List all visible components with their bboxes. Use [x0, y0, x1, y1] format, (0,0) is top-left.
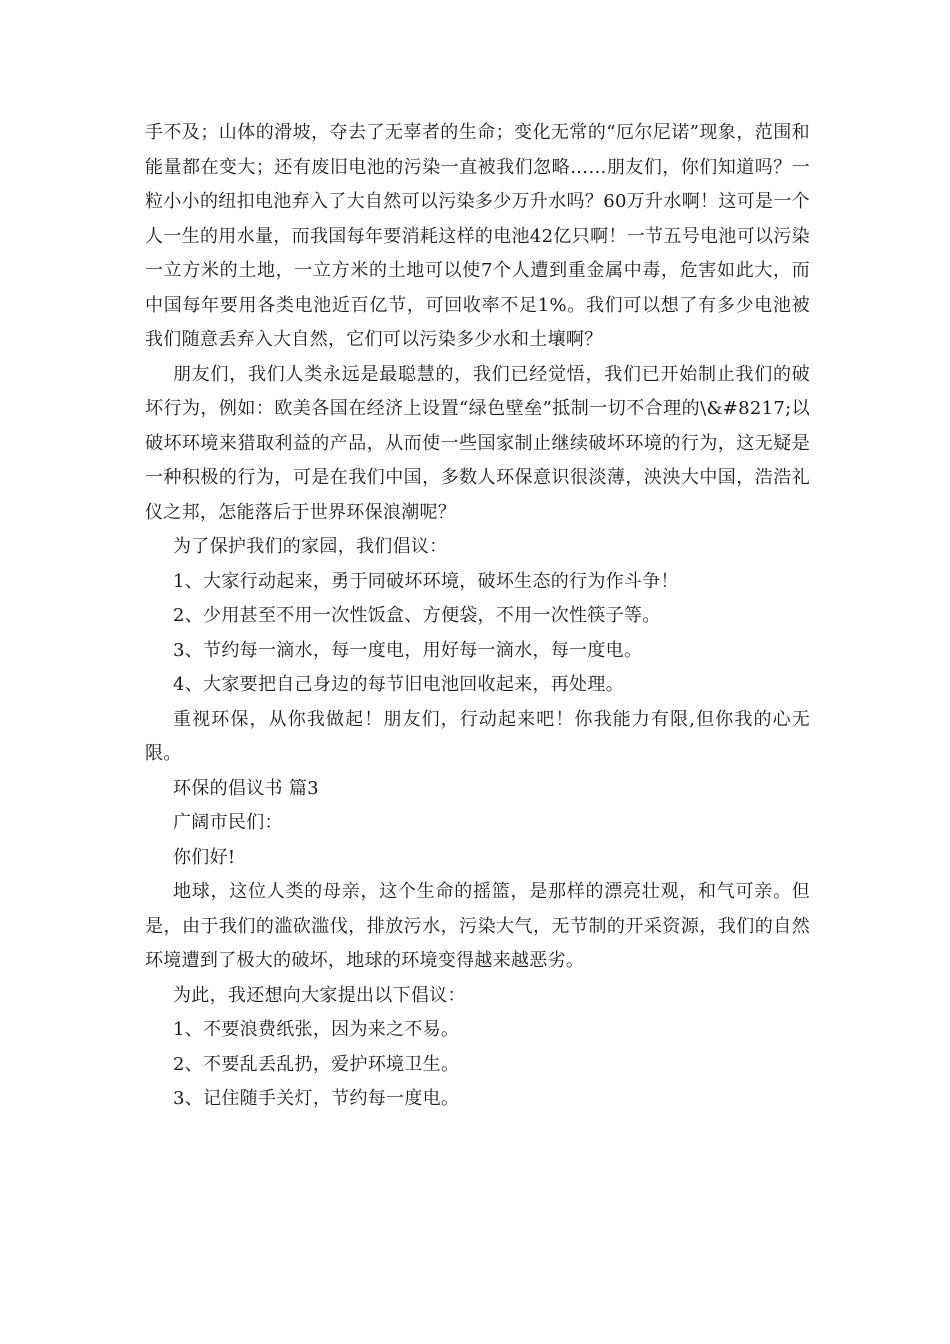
- paragraph-battery-pollution: 手不及；山体的滑坡，夺去了无辜者的生命；变化无常的“厄尔尼诺”现象，范围和能量都在变大；还有废旧电池的污染一直被我们忽略……朋友们，你们知道吗？一粒小小的纽扣电池弃入了大自然可以污染多少万升水吗？60万升水啊！这可是一个人一生的用水量，而我国每年要消耗这样的电池42亿只啊！一节五号电池可以污染一立方米的土地，一立方米的土地可以使7个人遭到重金属中毒，危害如此大，而中国每年要用各类电池近百亿节，可回收率不足1%。我们可以想了有多少电池被我们随意丢弃入大自然，它们可以污染多少水和土壤啊？: [145, 122, 810, 350]
- section-title: 环保的倡议书 篇3: [173, 777, 319, 799]
- list-item: 4、大家要把自己身边的每节旧电池回收起来，再处理。: [173, 674, 624, 695]
- document-body: [145, 116, 810, 1117]
- list-item: 3、节约每一滴水，每一度电，用好每一滴水，每一度电。: [173, 639, 643, 661]
- paragraph-green-barrier: 朋友们，我们人类永远是最聪慧的，我们已经觉悟，我们已开始制止我们的破坏行为，例如：欧美各国在经济上设置“绿色壁垒”抵制一切不合理的\&#8217;以破坏环境来猎取利益的产品，从而使一些国家制止继续破坏环境的行为，这无疑是一种积极的行为，可是在我们中国，多数人环保意识很淡薄，泱泱大中国，浩浩礼仪之邦，怎能落后于世界环保浪潮呢？: [145, 363, 810, 523]
- list-item: 1、不要浪费纸张，因为来之不易。: [173, 1019, 460, 1040]
- paragraph-proposal-intro: 为了保护我们的家园，我们倡议：: [173, 536, 448, 557]
- paragraph-proposal-intro-2: 为此，我还想向大家提出以下倡议：: [173, 984, 466, 1006]
- list-item: 3、记住随手关灯，节约每一度电。: [173, 1088, 460, 1109]
- list-item: 2、少用甚至不用一次性饭盒、方便袋，不用一次性筷子等。: [173, 605, 661, 626]
- greeting: 你们好!: [173, 846, 236, 868]
- paragraph-closing: 重视环保，从你我做起！朋友们，行动起来吧！你我能力有限,但你我的心无限。: [145, 708, 810, 764]
- salutation: 广阔市民们：: [173, 812, 283, 833]
- paragraph-earth: 地球，这位人类的母亲，这个生命的摇篮，是那样的漂亮壮观，和气可亲。但是，由于我们的滥砍滥伐，排放污水，污染大气，无节制的开采资源，我们的自然环境遭到了极大的破坏，地球的环境变得越来越恶劣。: [145, 881, 810, 971]
- list-item: 2、不要乱丢乱扔，爱护环境卫生。: [173, 1053, 460, 1075]
- list-item: 1、大家行动起来，勇于同破坏环境，破坏生态的行为作斗争！: [173, 570, 679, 592]
